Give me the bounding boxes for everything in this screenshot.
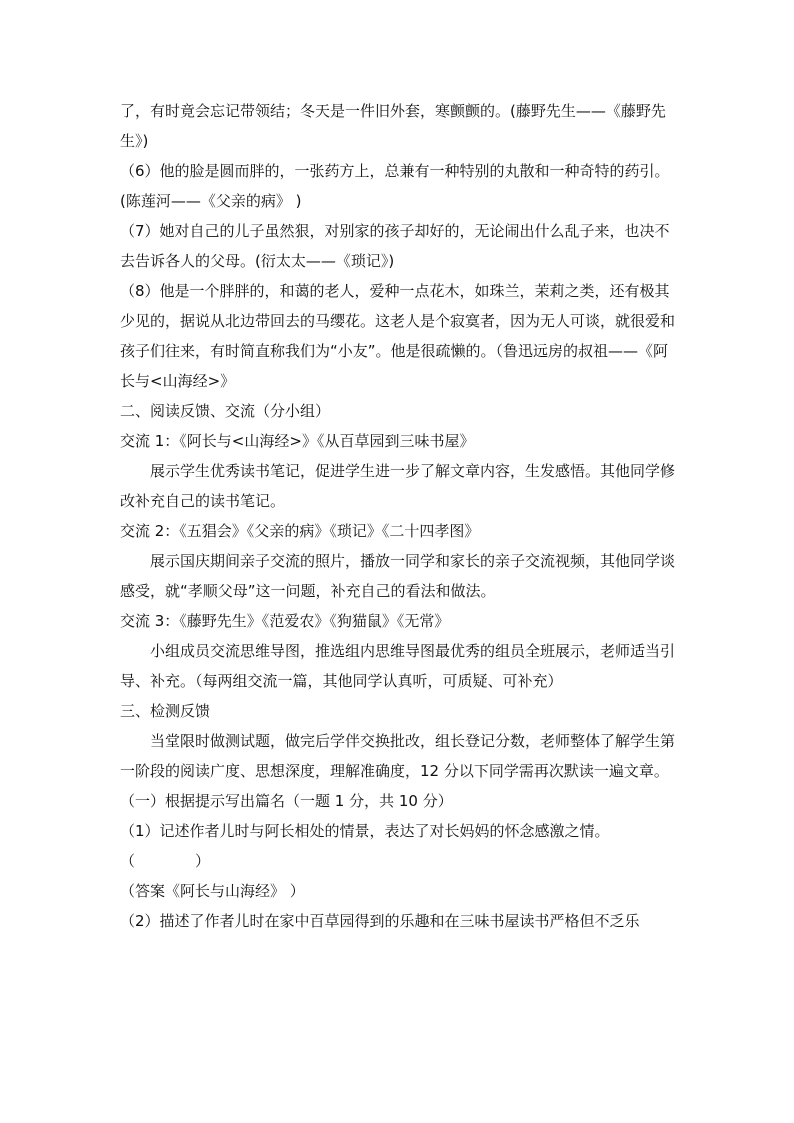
- exchange-3-body: 小组成员交流思维导图，推选组内思维导图最优秀的组员全班展示，老师适当引导、补充。（每两组交流一篇，其他同学认真听，可质疑、可补充）: [120, 642, 676, 690]
- section-heading-3: 三、检测反馈: [120, 702, 211, 720]
- test-feedback-body: 当堂限时做测试题，做完后学伴交换批改，组长登记分数，老师整体了解学生第一阶段的阅读广度、思想深度，理解准确度，12 分以下同学需再次默读一遍文章。: [120, 732, 676, 780]
- question-2: （2）描述了作者儿时在家中百草园得到的乐趣和在三味书屋读书严格但不乏乐: [120, 912, 640, 930]
- exchange-1-heading: 交流 1：《阿长与<山海经>》《从百草园到三味书屋》: [120, 432, 475, 450]
- section-heading-2: 二、阅读反馈、交流（分小组）: [120, 402, 331, 420]
- question-group-1-heading: （一）根据提示写出篇名（一题 1 分，共 10 分）: [120, 792, 453, 810]
- paragraph-item-8: （8）他是一个胖胖的，和蔼的老人，爱种一点花木，如珠兰，茉莉之类，还有极其少见的，据说从北边带回去的马缨花。这老人是个寂寞者，因为无人可谈，就很爱和孩子们往来，有时简直称我们为“小友”。他是很疏懒的。（鲁迅远房的叔祖——《阿长与<山海经>》: [120, 282, 676, 390]
- exchange-1-body: 展示学生优秀读书笔记，促进学生进一步了解文章内容，生发感悟。其他同学修改补充自己的读书笔记。: [120, 462, 676, 510]
- exchange-3-heading: 交流 3：《藤野先生》《范爱农》《狗猫鼠》《无常》: [120, 612, 450, 630]
- question-1: （1）记述作者儿时与阿长相处的情景，表达了对长妈妈的怀念感激之情。: [120, 822, 610, 840]
- paragraph-item-6: （6）他的脸是圆而胖的，一张药方上，总兼有一种特别的丸散和一种奇特的药引。(陈莲河——《父亲的病》 ): [120, 162, 670, 210]
- exchange-2-body: 展示国庆期间亲子交流的照片，播放一同学和家长的亲子交流视频，其他同学谈感受，就“孝顺父母”这一问题，补充自己的看法和做法。: [120, 552, 676, 600]
- answer-blank: （ ）: [120, 852, 211, 870]
- exchange-2-heading: 交流 2：《五猖会》《父亲的病》《琐记》《二十四孝图》: [120, 522, 480, 540]
- paragraph-item-7: （7）她对自己的儿子虽然狠，对别家的孩子却好的，无论闹出什么乱子来，也决不去告诉各人的父母。(衍太太——《琐记》): [120, 222, 670, 270]
- document-body: [120, 96, 680, 936]
- answer-1: （答案《阿长与山海经》 ）: [120, 882, 305, 900]
- paragraph-continued: 了，有时竟会忘记带领结；冬天是一件旧外套，寒颤颤的。(藤野先生——《藤野先生》): [120, 102, 666, 150]
